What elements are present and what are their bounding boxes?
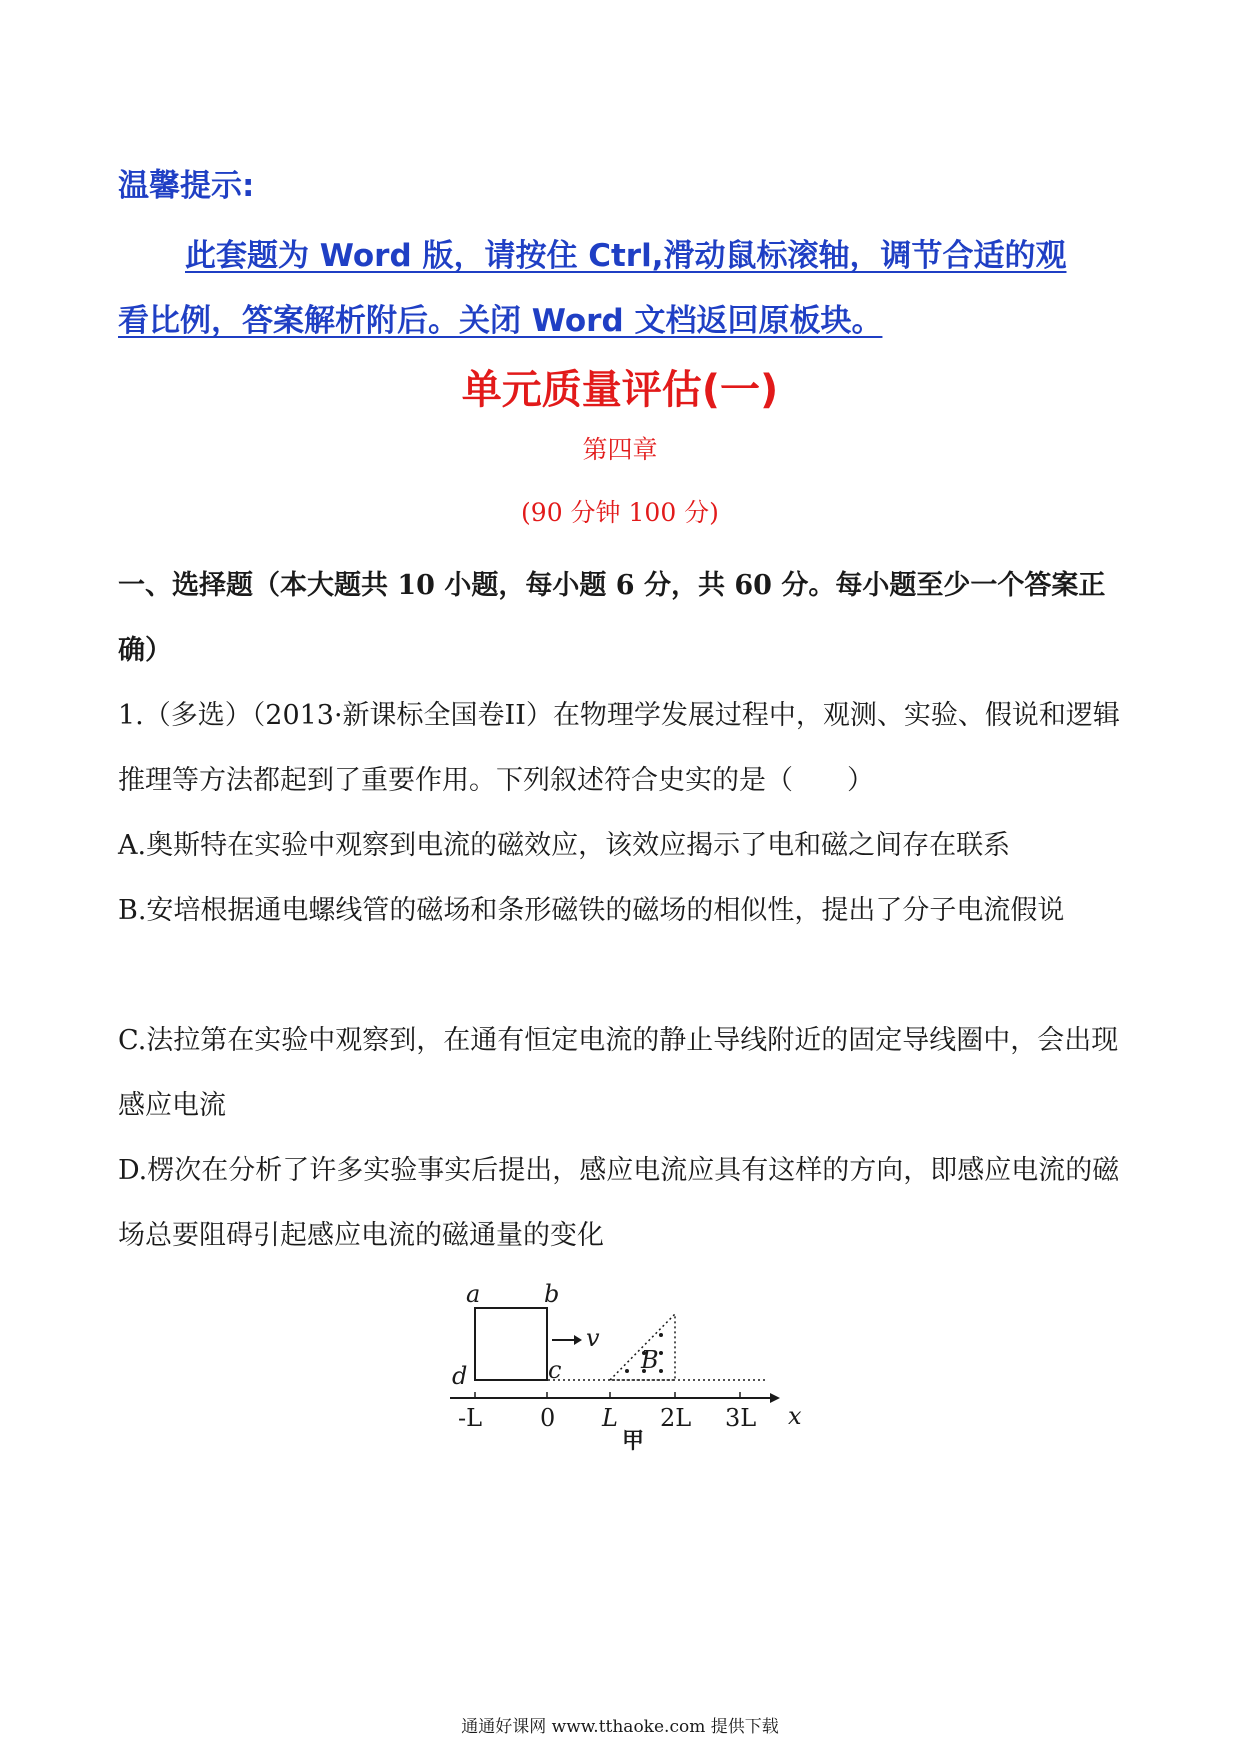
- square-loop: [475, 1308, 547, 1380]
- page-title: 单元质量评估(一): [461, 367, 779, 413]
- section-heading: 一、选择题（本大题共 10 小题，每小题 6 分，共 60 分。每小题至少一个答案正确）: [118, 570, 1106, 666]
- footer-credit: 通通好课网 www.tthaoke.com 提供下载: [461, 1717, 779, 1737]
- tick-label: 0: [540, 1404, 556, 1432]
- tip-line-1: 此套题为 Word 版，请按住 Ctrl,滑动鼠标滚轴，调节合适的观: [185, 238, 1067, 274]
- tick-label: -L: [458, 1404, 483, 1432]
- tick-label: 3L: [725, 1404, 757, 1432]
- question-1-stem: 1.（多选）（2013·新课标全国卷II）在物理学发展过程中，观测、实验、假说和逻辑推理等方法都起到了重要作用。下列叙述符合史实的是（ ）: [118, 700, 1120, 796]
- field-dot: [659, 1369, 663, 1373]
- velocity-arrowhead: [574, 1335, 582, 1345]
- tip-line-2: 看比例，答案解析附后。关闭 Word 文档返回原板块。: [118, 303, 883, 339]
- option-c: C.法拉第在实验中观察到，在通有恒定电流的静止导线附近的固定导线圈中，会出现感应电流: [118, 1025, 1119, 1121]
- tick-label: 2L: [660, 1404, 692, 1432]
- field-dot: [659, 1333, 663, 1337]
- option-d: D.楞次在分析了许多实验事实后提出，感应电流应具有这样的方向，即感应电流的磁场总要阻碍引起感应电流的磁通量的变化: [118, 1155, 1120, 1251]
- corner-d-label: d: [452, 1362, 468, 1390]
- field-label: B: [641, 1346, 659, 1374]
- velocity-label: v: [586, 1324, 600, 1352]
- tip-title: 温馨提示:: [118, 168, 255, 204]
- x-axis-label: x: [788, 1402, 802, 1430]
- option-a: A.奥斯特在实验中观察到电流的磁效应，该效应揭示了电和磁之间存在联系: [118, 830, 1011, 861]
- x-axis-arrowhead: [770, 1393, 780, 1403]
- corner-c-label: c: [548, 1356, 562, 1384]
- tick-label: L: [602, 1404, 618, 1432]
- field-dot: [659, 1351, 663, 1355]
- figure-caption: 甲: [622, 1429, 645, 1452]
- option-b: B.安培根据通电螺线管的磁场和条形磁铁的磁场的相似性，提出了分子电流假说: [118, 895, 1065, 926]
- corner-b-label: b: [544, 1280, 560, 1308]
- field-dot: [625, 1369, 629, 1373]
- chapter-label: 第四章: [582, 435, 658, 464]
- exam-duration: (90 分钟 100 分): [521, 498, 719, 527]
- corner-a-label: a: [466, 1280, 481, 1308]
- physics-figure: [440, 1262, 820, 1452]
